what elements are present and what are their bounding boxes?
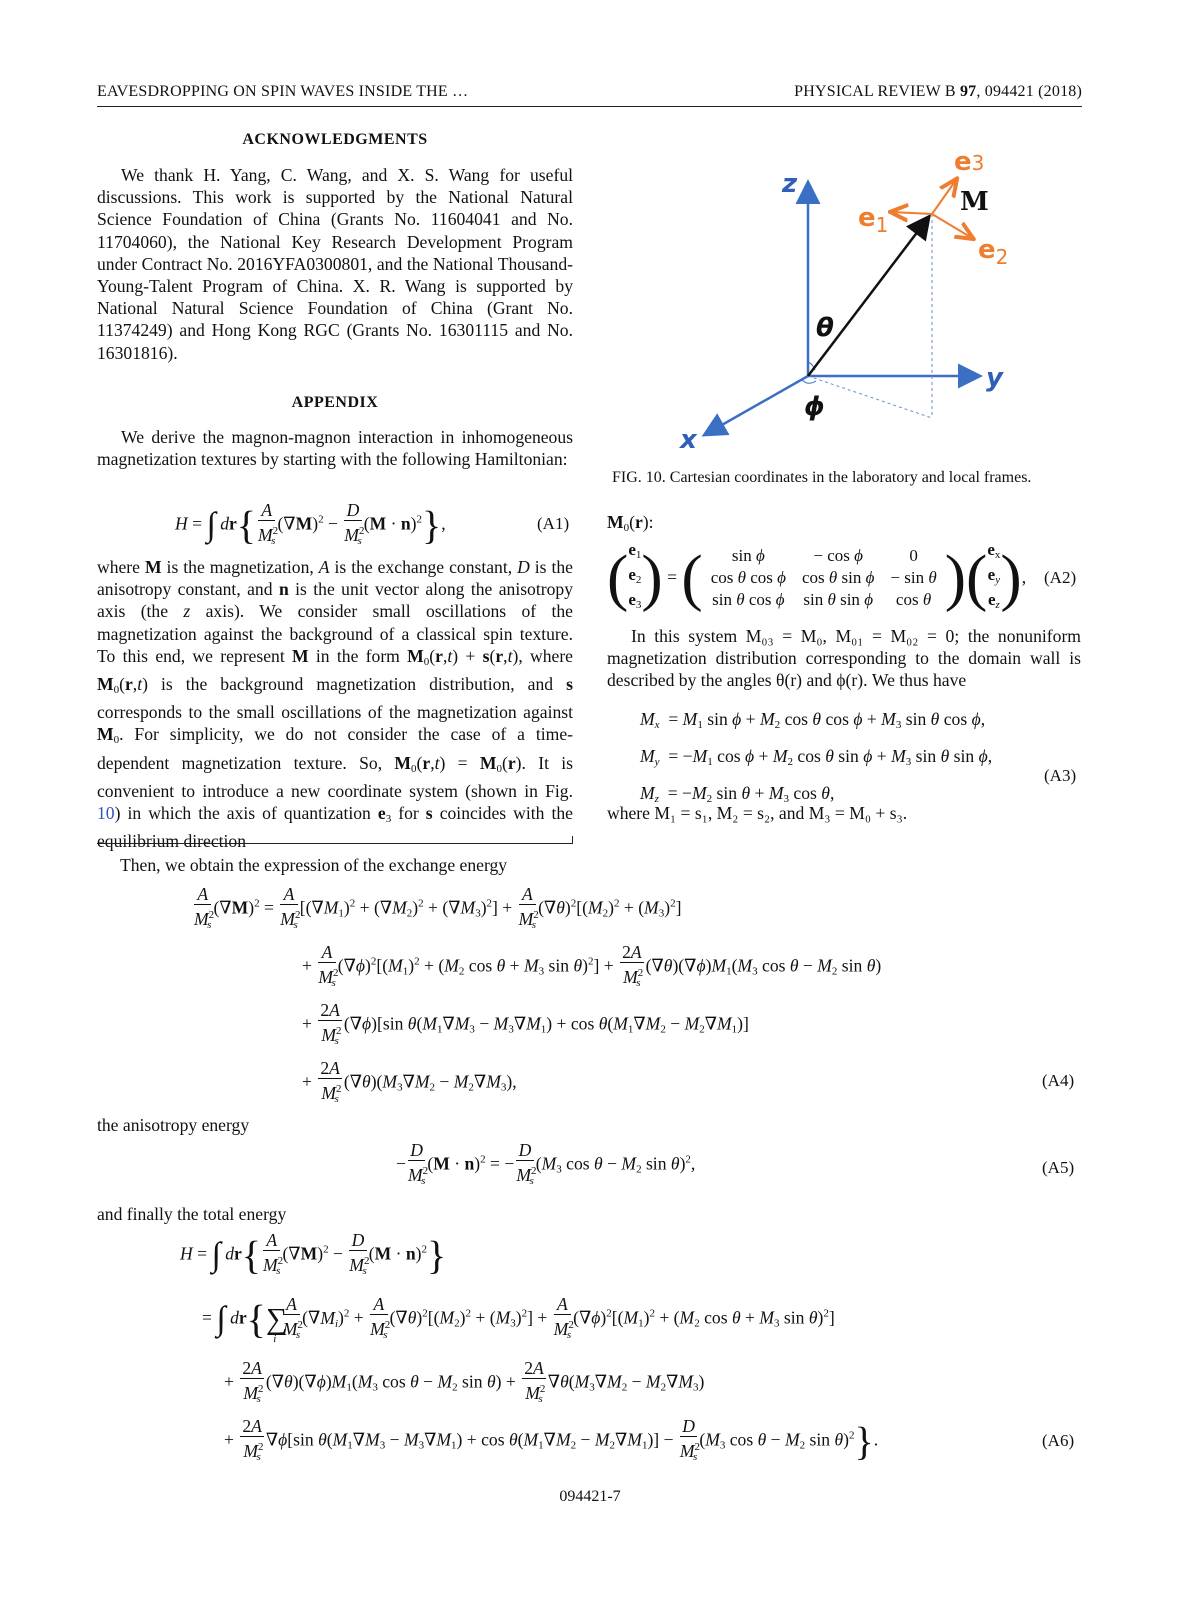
equation-a6-line3: + $\frac{2A}{M^2_s}$ $(\nabla\theta)(\nabla\phi)M_1(M_3$ $\cos \theta - M_2$ sin θ) + $\frac{2A}{M^2_s}$ $\nabla\theta(M_3\nabla M_2 - M_2\nabla M_3)$ [224, 1358, 705, 1405]
z-label: z [782, 169, 798, 199]
phi-label: ϕ [804, 392, 825, 422]
equation-a4-number: (A4) [1042, 1071, 1075, 1090]
e3-vector [932, 180, 956, 214]
appendix-paragraph: where M is the magnetization, A is the exchange constant, D is the anisotropy constant, and n is the unit vector along the anisotropy axis (the z axis). We consider small oscillations of the magnetization against the background of a classical spin texture. To this end, we represent M in the form $M_0(r,t) + s(r,t)$, where $M_0(r,t)$ is the background magnetization distribution, and s corresponds to the small oscillations of the magnetization against $M_0$. For simplicity, we do not consider the case of a time-dependent magnetization texture. So, $M_0(r,t) = M_0(r)$. It is convenient to introduce a new coordinate system (shown in Fig. 10) in which the axis of quantization $e_3$ for s coincides with the equilibrium direction [97, 557, 574, 852]
acknowledgments-heading: ACKNOWLEDGMENTS [242, 131, 428, 148]
e1-label: $e_1$ [858, 203, 889, 237]
equation-a4-line2: + $\frac{A}{M^2_s}$ $(\nabla\phi)^2[(M_1)^2 + (M_2$ $\cos \theta + M_3$ sin θ)$^2$] + $\frac{2A}{M^2_s}$ $(\nabla\theta)(\nabla\phi)M_1(M_3$ $\cos \theta - M_2$ sin θ) [302, 942, 882, 989]
equation-a6-line2: = ∫ $dr\{\sum_i$ $\frac{A}{M^2_s}$ $(\nabla M_i)^2$ + $\frac{A}{M^2_s}$ $(\nabla\theta)^2[(M_2)^2 + (M_3)^2]$ + $\frac{A}{M^2_s}$ $(\nabla\phi)^2[(M_1)^2 + (M_2$ $\cos \theta + M_3$ sin θ)$^2$] [202, 1294, 835, 1345]
running-head-right: PHYSICAL REVIEW B 97, 094421 (2018) [794, 83, 1082, 100]
m-vector [808, 218, 928, 376]
figure-reference-link[interactable]: 10 [97, 803, 115, 824]
e2-label: $e_2$ [978, 235, 1009, 269]
running-head-left: EAVESDROPPING ON SPIN WAVES INSIDE THE … [97, 83, 469, 100]
page-number: 094421-7 [559, 1488, 621, 1505]
where-text: where M₁ = s₁, M₂ = s₂, and M₃ = M₀ + s₃. [607, 803, 908, 823]
x-axis [706, 376, 808, 434]
theta-label: θ [816, 313, 834, 343]
column-end-tick [572, 836, 573, 844]
equation-a3: $M_x = M_1$ $\sin \phi + M_2$ cos θ $\cos \phi + M_3$ sin θ cos ϕ, $M_y = -M_1$ $\cos \phi + M_2$ cos θ $\sin \phi + M_3$ sin θ sin ϕ, $M_z = -M_2$ $\sin \theta + M_3$ cos θ, [640, 709, 993, 805]
equation-a6-line4: + $\frac{2A}{M^2_s}$ ∇ϕ[sin $\theta(M_1\nabla M_3 - M_3\nabla M_1) + \cos \theta(M_1\nabla M_2 - M_2\nabla M_1)$] − $\frac{D}{M^2_s}$ ($M_3$ $\cos \theta - M_2$ sin θ)$^2$}. [224, 1416, 879, 1464]
e3-label: e3 [954, 147, 985, 177]
header-rule [97, 106, 1082, 107]
equation-a2-number: (A2) [1044, 568, 1077, 587]
domain-wall-text: In this system M₀₃ = M₀, M₀₁ = M₀₂ = 0; the nonuniform magnetization distribution corresponding to the domain wall is described by the angles θ(r) and ϕ(r). We thus have [607, 626, 1081, 691]
e2-vector [932, 214, 972, 238]
e1-vector [892, 212, 932, 214]
equation-a4-line3: + $\frac{2A}{M^2_s}$ (∇ϕ)[sin $\theta(M_1\nabla M_3 - M_3\nabla M_1) + \cos \theta(M_1\nabla M_2 - M_2\nabla M_1)$] [302, 1000, 749, 1047]
figure-10-caption: FIG. 10. Cartesian coordinates in the laboratory and local frames. [612, 469, 1032, 486]
equation-a3-number: (A3) [1044, 766, 1077, 785]
m0-label: $M_0(r)$: [607, 512, 654, 534]
equation-a5-number: (A5) [1042, 1158, 1075, 1177]
appendix-intro: We derive the magnon-magnon interaction in inhomogeneous magnetization textures by starting with the following Hamiltonian: [97, 427, 573, 470]
equation-a1: H = ∫ dr{ $\frac{A}{M^2_s}$ $(\nabla M)^2$ − $\frac{D}{M^2_s}$ $(M \cdot n)^2$}, [175, 500, 446, 548]
column-end-rule [97, 843, 573, 844]
exchange-energy-intro: Then, we obtain the expression of the exchange energy [120, 855, 508, 875]
appendix-heading: APPENDIX [291, 394, 379, 411]
y-label: y [986, 363, 1003, 393]
equation-a4-line4: + $\frac{2A}{M^2_s}$ $(\nabla\theta)(M_3\nabla M_2 - M_2\nabla M_3)$, [302, 1058, 517, 1105]
figure-10-diagram [660, 140, 1080, 460]
equation-a2: ($e_1$ $e_2$ $e_3$) = ( sin ϕ − cos ϕ 0 cos θ cos ϕ cos θ sin ϕ − sin θ sin θ cos ϕ sin θ sin ϕ cos θ )($e_x$ $e_y$ $e_z$), [607, 540, 1027, 613]
total-energy-intro: and finally the total energy [97, 1204, 287, 1224]
acknowledgments-text: We thank H. Yang, C. Wang, and X. S. Wang for useful discussions. This work is supported by the National Natural Science Foundation of China (Grants No. 11604041 and No. 11704060), the National Key Research Development Program under Contract No. 2016YFA0300801, and the National Thousand-Young-Talent Program of China. X. R. Wang is supported by National Natural Science Foundation of China (Grant No. 11374249) and Hong Kong RGC (Grants No. 16301115 and No. 16301816). [97, 165, 573, 363]
equation-a6-number: (A6) [1042, 1431, 1075, 1450]
equation-a5: − $\frac{D}{M^2_s}$ $(M \cdot n)^2$ = − $\frac{D}{M^2_s}$ ($M_3$ $\cos \theta - M_2$ sin θ)$^2$, [396, 1140, 696, 1187]
anisotropy-energy-intro: the anisotropy energy [97, 1115, 250, 1135]
equation-a1-number: (A1) [537, 514, 570, 533]
equation-a6-line1: H = ∫ dr{ $\frac{A}{M^2_s}$ $(\nabla M)^2$ − $\frac{D}{M^2_s}$ $(M \cdot n)^2$} [180, 1230, 447, 1278]
m-label: M [960, 187, 989, 217]
equation-a4-line1: $\frac{A}{M^2_s}$ $(\nabla M)^2$ = $\frac{A}{M^2_s}$ $[(\nabla M_1)^2 + (\nabla M_2)^2 + (\nabla M_3)^2]$ + $\frac{A}{M^2_s}$ $(\nabla\theta)^2[(M_2)^2 + (M_3)^2]$ [194, 884, 682, 931]
x-label: x [680, 425, 697, 455]
